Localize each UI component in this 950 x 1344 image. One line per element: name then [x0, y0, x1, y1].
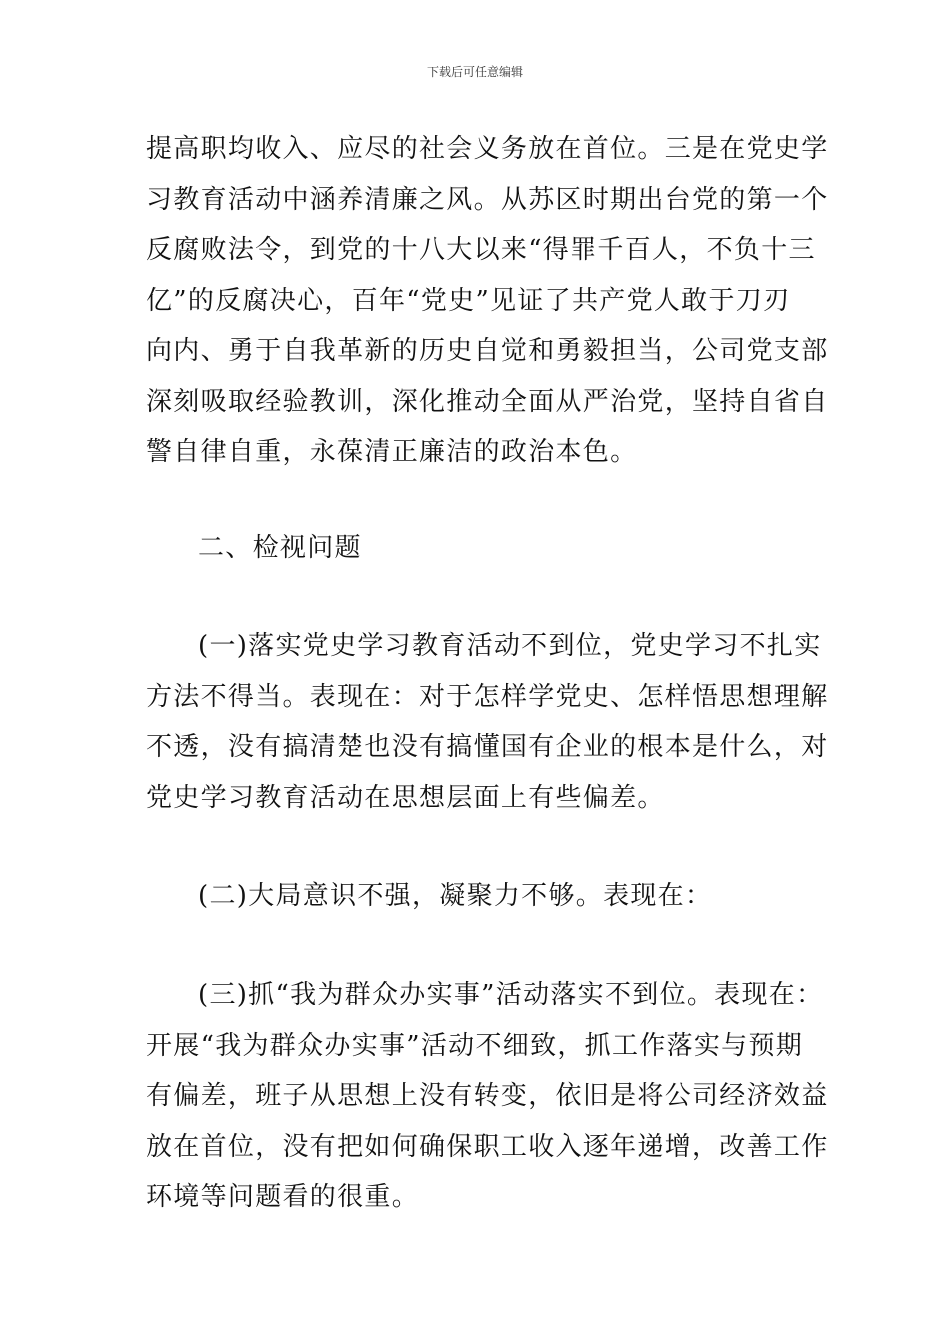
- paragraph-line: 向内、勇于自我革新的历史自觉和勇毅担当，公司党支部: [146, 336, 829, 366]
- problem-item-2: [146, 871, 712, 922]
- paragraph-line: 深刻吸取经验教训，深化推动全面从严治党，坚持自省自: [146, 386, 829, 417]
- problem-item-3: [146, 970, 829, 1223]
- paragraph-line: 放在首位，没有把如何确保职工收入逐年递增，改善工作: [146, 1131, 829, 1162]
- paragraph-line: 习教育活动中涵养清廉之风。从苏区时期出台党的第一个: [146, 184, 829, 215]
- section-heading: [146, 523, 362, 574]
- page-header: 下载后可任意编辑: [426, 65, 523, 79]
- paragraph-line: (一)落实党史学习教育活动不到位，党史学习不扎实: [198, 631, 822, 661]
- paragraph-line: 提高职均收入、应尽的社会义务放在首位。三是在党史学: [146, 134, 829, 164]
- problem-item-1: [146, 621, 829, 823]
- paragraph-line: 党史学习教育活动在思想层面上有些偏差。: [146, 782, 665, 813]
- paragraph-line: 环境等问题看的很重。: [146, 1182, 420, 1212]
- paragraph-line: 反腐败法令，到党的十八大以来“得罪千百人，不负十三: [146, 235, 816, 265]
- paragraph-line: 方法不得当。表现在：对于怎样学党史、怎样悟思想理解: [146, 681, 829, 712]
- paragraph-line: 亿”的反腐决心，百年“党史”见证了共产党人敢于刀刃: [146, 285, 791, 316]
- paragraph-clean-governance: [146, 124, 829, 478]
- paragraph-line: (三)抓“我为群众办实事”活动落实不到位。表现在：: [198, 980, 824, 1010]
- paragraph-line: 警自律自重，永葆清正廉洁的政治本色。: [146, 437, 638, 467]
- paragraph-line: 有偏差，班子从思想上没有转变，依旧是将公司经济效益: [146, 1081, 829, 1111]
- paragraph-line: 不透，没有搞清楚也没有搞懂国有企业的根本是什么，对: [146, 732, 829, 762]
- section-heading-text: 二、检视问题: [198, 533, 362, 563]
- paragraph-line: 开展“我为群众办实事”活动不细致，抓工作落实与预期: [146, 1030, 804, 1061]
- paragraph-line: (二)大局意识不强，凝聚力不够。表现在：: [198, 881, 713, 911]
